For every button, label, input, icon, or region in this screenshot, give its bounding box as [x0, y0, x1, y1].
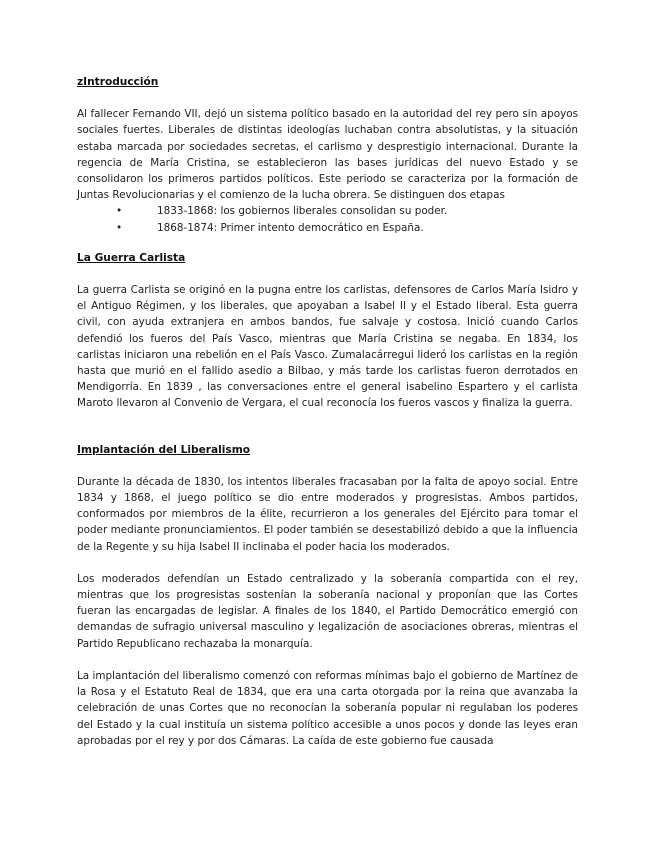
liberalism-paragraph-1: Durante la década de 1830, los intentos liberales fracasaban por la falta de apoyo social. Entre 1834 y 1868, el juego político se dio entre moderados y progresistas. Ambos partidos, conformados por miembros de la élite, recurrieron a los generales del Ejército para tomar el poder mediante pronunciamientos. El poder también se desestabilizó debido a que la influencia de la Regente y su hija Isabel II inclinaba el poder hacia los moderados.	[77, 475, 578, 553]
document-page	[77, 74, 578, 749]
liberalism-paragraph-2: Los moderados defendían un Estado centralizado y la soberanía compartida con el rey, mientras que los progresistas sostenían la soberanía nacional y proponían que las Cortes fueran las encargadas de legislar. A finales de los 1840, el Partido Democrático emergió con demandas de sufragio universal masculino y legalización de asociaciones obreras, mientras el Partido Republicano rechazaba la monarquía.	[77, 572, 578, 650]
carlist-war-heading: La Guerra Carlista	[77, 251, 186, 264]
list-item-text: 1868-1874: Primer intento democrático en España.	[157, 221, 424, 234]
intro-paragraph: Al fallecer Fernando VII, dejó un sistema político basado en la autoridad del rey pero sin apoyos sociales fuertes. Liberales de distintas ideologías luchaban contra absolutistas, y la situación estaba marcada por sociedades secretas, el carlismo y desprestigio internacional. Durante la regencia de María Cristina, se establecieron las bases jurídicas del nuevo Estado y se consolidaron los primeros partidos políticos. Este periodo se caracteriza por la formación de Juntas Revolucionarias y el comienzo de la lucha obrera. Se distinguen dos etapas	[77, 108, 578, 202]
list-item	[77, 220, 578, 236]
carlist-war-paragraph: La guerra Carlista se originó en la pugna entre los carlistas, defensores de Carlos María Isidro y el Antiguo Régimen, y los liberales, que apoyaban a Isabel II y el Estado liberal. Esta guerra civil, con ayuda extranjera en ambos bandos, fue salvaje y costosa. Inició cuando Carlos defendió los fueros del País Vasco, mientras que María Cristina se negaba. En 1834, los carlistas iniciaron una rebelión en el País Vasco. Zumalacárregui lideró los carlistas en la región hasta que murió en el fallido asedio a Bilbao, y más tarde los carlistas fueron derrotados en Mendigorría. En 1839 , las conversaciones entre el general isabelino Espartero y el carlista Maroto llevaron al Convenio de Vergara, el cual reconocía los fueros vascos y finaliza la guerra.	[77, 284, 578, 410]
liberalism-paragraph-3: La implantación del liberalismo comenzó con reformas mínimas bajo el gobierno de Martínez de la Rosa y el Estatuto Real de 1834, que era una carta otorgada por la reina que avanzaba la celebración de unas Cortes que no reconocían la soberanía popular ni regulaban los poderes del Estado y la cual instituía un sistema político accesible a unos pocos y donde las leyes eran aprobadas por el rey y por dos Cámaras. La caída de este gobierno fue causada	[77, 669, 578, 747]
bullet-icon: •	[116, 221, 123, 234]
list-item-text: 1833-1868: los gobiernos liberales consolidan su poder.	[157, 205, 448, 218]
intro-heading: zIntroducción	[77, 76, 159, 88]
list-item	[77, 203, 578, 219]
stages-list	[77, 203, 578, 235]
liberalism-heading: Implantación del Liberalismo	[77, 443, 251, 456]
bullet-icon: •	[116, 205, 123, 218]
